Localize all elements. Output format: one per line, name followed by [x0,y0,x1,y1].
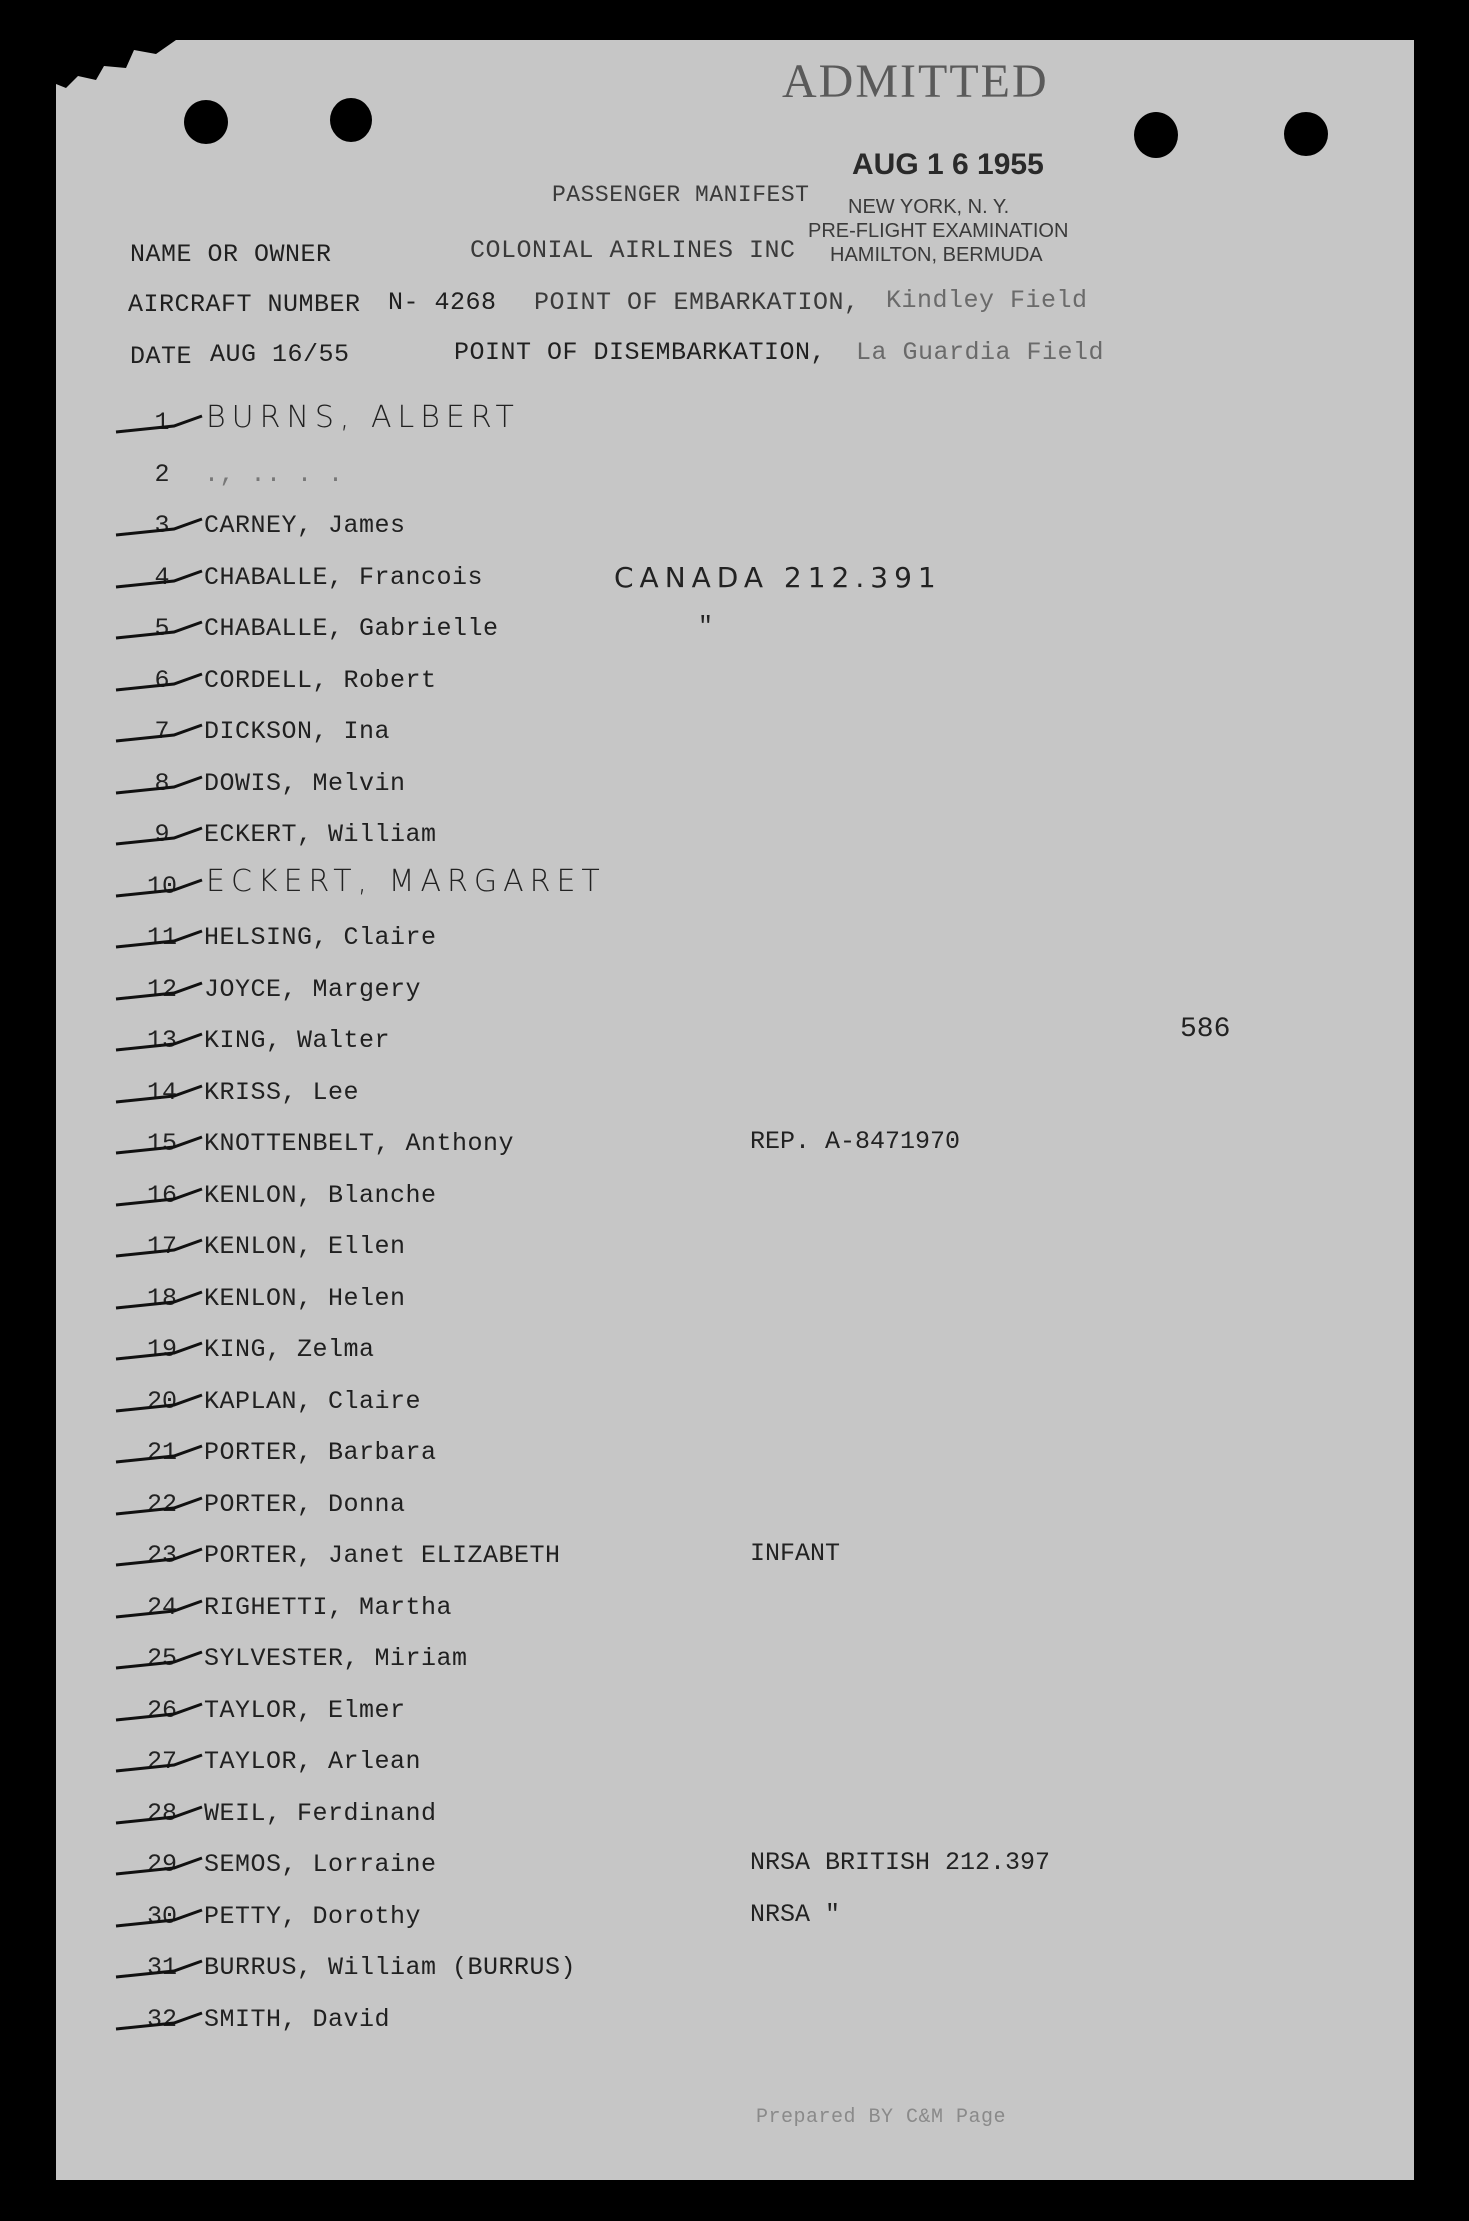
passenger-number: 20 [146,1387,177,1416]
check-mark [114,1496,206,1518]
check-mark [114,1393,206,1415]
punch-hole-left-2 [330,98,372,142]
passenger-name: RIGHETTI, Martha [204,1593,453,1622]
check-mark [114,1135,206,1157]
disembarkation-value: La Guardia Field [856,338,1105,367]
passenger-number: 31 [146,1953,177,1982]
check-mark [114,1444,206,1466]
punch-hole-right [1134,112,1178,158]
torn-corner [56,40,176,120]
check-mark [114,1032,206,1054]
passenger-number: 27 [146,1747,177,1776]
passenger-name: PORTER, Barbara [204,1438,437,1467]
passenger-number: 4 [154,563,170,592]
passenger-note: NRSA BRITISH 212.397 [750,1848,1051,1877]
side-number: 586 [1180,1014,1231,1045]
stamp-date: AUG 1 6 1955 [852,148,1044,181]
passenger-note: INFANT [750,1539,841,1568]
passenger-name: ECKERT, MARGARET [206,864,606,899]
embarkation-value: Kindley Field [886,286,1088,315]
passenger-name: KAPLAN, Claire [204,1387,422,1416]
check-mark [114,2011,206,2033]
passenger-note: REP. A-8471970 [750,1127,961,1156]
check-mark [114,620,206,642]
passenger-name: DICKSON, Ina [204,717,391,746]
passenger-number: 30 [146,1902,177,1931]
check-mark [114,1753,206,1775]
passenger-number: 1 [154,408,170,437]
check-mark [114,929,206,951]
passenger-number: 23 [146,1541,177,1570]
passenger-number: 12 [146,975,177,1004]
manifest-title: PASSENGER MANIFEST [552,182,810,208]
passenger-number: 2 [154,460,170,489]
passenger-number: 3 [154,511,170,540]
aircraft-value: N- 4268 [388,288,497,317]
passenger-note: NRSA " [750,1900,841,1929]
passenger-number: 18 [146,1284,177,1313]
passenger-name: KENLON, Blanche [204,1181,437,1210]
passenger-name: KENLON, Ellen [204,1232,406,1261]
passenger-number: 6 [154,666,170,695]
check-mark [114,1908,206,1930]
check-mark [114,672,206,694]
passenger-name: KING, Walter [204,1026,391,1055]
check-mark [114,1547,206,1569]
passenger-note: CANADA 212.391 [614,561,942,594]
passenger-name: WEIL, Ferdinand [204,1799,437,1828]
check-mark [114,981,206,1003]
check-mark [114,1599,206,1621]
passenger-number: 11 [146,923,177,952]
passenger-number: 10 [146,872,177,901]
passenger-name: BURRUS, William (BURRUS) [204,1953,577,1982]
passenger-name: CHABALLE, Francois [204,563,484,592]
check-mark [114,569,206,591]
passenger-number: 8 [154,769,170,798]
passenger-number: 13 [146,1026,177,1055]
passenger-name: SMITH, David [204,2005,391,2034]
check-mark [114,775,206,797]
passenger-name: TAYLOR, Arlean [204,1747,422,1776]
passenger-name: CORDELL, Robert [204,666,437,695]
punch-hole-left [184,100,228,144]
passenger-name: ., .. . . [204,460,344,489]
passenger-number: 17 [146,1232,177,1261]
passenger-number: 26 [146,1696,177,1725]
passenger-number: 29 [146,1850,177,1879]
passenger-name: ECKERT, William [204,820,437,849]
disembarkation-label: POINT OF DISEMBARKATION, [454,338,827,367]
check-mark [114,1856,206,1878]
passenger-number: 9 [154,820,170,849]
punch-hole-right-2 [1284,112,1328,156]
embarkation-label: POINT OF EMBARKATION, [534,288,860,317]
stamp-location: HAMILTON, BERMUDA [830,244,1043,266]
owner-value: COLONIAL AIRLINES INC [470,236,796,265]
passenger-number: 28 [146,1799,177,1828]
passenger-name: BURNS, ALBERT [206,400,520,435]
passenger-name: CHABALLE, Gabrielle [204,614,499,643]
passenger-number: 21 [146,1438,177,1467]
passenger-name: PETTY, Dorothy [204,1902,422,1931]
passenger-name: KRISS, Lee [204,1078,360,1107]
aircraft-label: AIRCRAFT NUMBER [128,290,361,319]
passenger-number: 22 [146,1490,177,1519]
passenger-name: CARNEY, James [204,511,406,540]
check-mark [114,1290,206,1312]
footer-prepared: Prepared BY C&M Page [756,2106,1007,2129]
passenger-name: PORTER, Donna [204,1490,406,1519]
stamp-examination: PRE-FLIGHT EXAMINATION [808,220,1069,242]
passenger-note: " [698,612,714,641]
passenger-number: 15 [146,1129,177,1158]
passenger-number: 32 [146,2005,177,2034]
passenger-number: 7 [154,717,170,746]
check-mark [114,1084,206,1106]
passenger-name: HELSING, Claire [204,923,437,952]
passenger-number: 24 [146,1593,177,1622]
check-mark [114,1238,206,1260]
date-label: DATE [130,342,193,371]
passenger-name: PORTER, Janet ELIZABETH [204,1541,561,1570]
stamp-city: NEW YORK, N. Y. [848,196,1010,218]
passenger-name: KENLON, Helen [204,1284,406,1313]
passenger-number: 25 [146,1644,177,1673]
check-mark [114,517,206,539]
passenger-name: DOWIS, Melvin [204,769,406,798]
passenger-name: SEMOS, Lorraine [204,1850,437,1879]
check-mark [114,1959,206,1981]
check-mark [114,414,206,436]
date-value: AUG 16/55 [210,340,350,369]
passenger-number: 16 [146,1181,177,1210]
passenger-name: SYLVESTER, Miriam [204,1644,468,1673]
passenger-name: JOYCE, Margery [204,975,422,1004]
passenger-number: 14 [146,1078,177,1107]
check-mark [114,826,206,848]
check-mark [114,1805,206,1827]
check-mark [114,1702,206,1724]
passenger-name: TAYLOR, Elmer [204,1696,406,1725]
check-mark [114,878,206,900]
passenger-name: KNOTTENBELT, Anthony [204,1129,515,1158]
passenger-number: 5 [154,614,170,643]
check-mark [114,1187,206,1209]
check-mark [114,1650,206,1672]
passenger-number: 19 [146,1335,177,1364]
owner-label: NAME OR OWNER [130,240,332,269]
passenger-name: KING, Zelma [204,1335,375,1364]
admitted-stamp: ADMITTED [782,55,1049,108]
check-mark [114,723,206,745]
check-mark [114,1341,206,1363]
